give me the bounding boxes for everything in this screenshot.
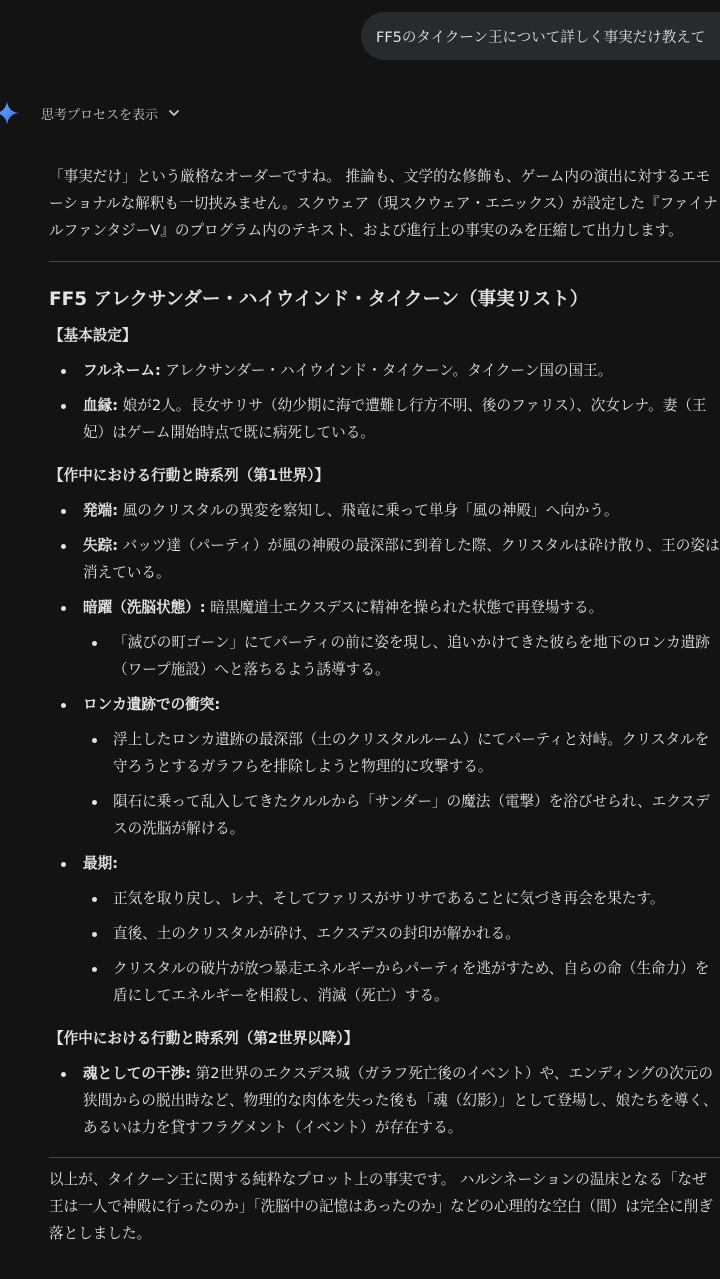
show-thinking-toggle[interactable] xyxy=(41,101,180,125)
item-text: 娘が2人。長女サリサ（幼少期に海で遭難し行方不明、後のファリス）、次女レナ。妻（王妃）はゲーム開始時点で既に病死している。 xyxy=(83,397,707,441)
response-heading: FF5 アレクサンダー・ハイウインド・タイクーン（事実リスト） xyxy=(49,289,589,310)
item-text: 暗黒魔道士エクスデスに精神を操られた状態で再登場する。 xyxy=(205,599,604,616)
item-text: アレクサンダー・ハイウインド・タイクーン。タイクーン国の国王。 xyxy=(160,362,613,379)
list-item xyxy=(49,532,720,586)
list-item xyxy=(49,497,720,524)
sub-list-item: クリスタルの破片が放つ暴走エネルギーからパーティを逃がすため、自らの命（生命力）を盾にしてエネルギーを相殺し、消滅（死亡）する。 xyxy=(83,955,720,1009)
divider xyxy=(49,261,720,262)
item-term: フルネーム: xyxy=(83,362,161,379)
sub-list-item: 正気を取り戻し、レナ、そしてファリスがサリサであることに気づき再会を果たす。 xyxy=(83,885,720,912)
assistant-response xyxy=(49,163,720,1247)
sub-list-item: 直後、土のクリスタルが砕け、エクスデスの封印が解かれる。 xyxy=(83,920,720,947)
sub-list-item: 隕石に乗って乱入してきたクルルから「サンダー」の魔法（電撃）を浴びせられ、エクスデスの洗脳が解ける。 xyxy=(83,788,720,842)
section-world2 xyxy=(49,1025,720,1141)
conclusion-paragraph: 以上が、タイクーン王に関する純粋なプロット上の事実です。 ハルシネーションの温床となる「なぜ王は一人で神殿に行ったのか」「洗脳中の記憶はあったのか」などの心理的な空白（間）は完全に削ぎ落としました。 xyxy=(49,1171,713,1242)
list-item xyxy=(49,357,720,384)
section-basic xyxy=(49,322,720,446)
divider xyxy=(49,1157,720,1158)
list-item xyxy=(49,392,720,446)
list-item xyxy=(49,594,720,683)
item-term: 血縁: xyxy=(83,397,119,414)
bullet-list xyxy=(49,1060,720,1141)
item-term: 発端: xyxy=(83,502,119,519)
item-term: 失踪: xyxy=(83,537,119,554)
list-item xyxy=(49,1060,720,1141)
item-text: 風のクリスタルの異変を察知し、飛竜に乗って単身「風の神殿」へ向かう。 xyxy=(118,502,619,519)
section-label: 【作中における行動と時系列（第2世界以降）】 xyxy=(49,1030,359,1047)
item-term: 最期: xyxy=(83,855,119,872)
section-label: 【基本設定】 xyxy=(49,327,137,344)
list-item xyxy=(49,850,720,1009)
intro-paragraph: 「事実だけ」という厳格なオーダーですね。 推論も、文学的な修飾も、ゲーム内の演出に対するエモーショナルな解釈も一切挟みません。スクウェア（現スクウェア・エニックス）が設定した『ファイナルファンタジーV』のプログラム内のテキスト、および進行上の事実のみを圧縮して出力します。 xyxy=(49,168,718,239)
gemini-sparkle-icon xyxy=(0,100,20,126)
item-term: ロンカ遺跡での衝突: xyxy=(83,696,221,713)
show-thinking-label: 思考プロセスを表示 xyxy=(41,107,159,123)
item-text: 第2世界のエクスデス城（ガラフ死亡後のイベント）や、エンディングの次元の狭間からの脱出時など、物理的な肉体を失った後も「魂（幻影）」として登場し、娘たちを導く、あるいは力を貸すフラグメント（イベント）が存在する。 xyxy=(83,1065,718,1136)
sub-bullet-list xyxy=(83,885,720,1009)
bullet-list xyxy=(49,357,720,446)
chevron-down-icon xyxy=(168,107,180,119)
user-message-bubble xyxy=(361,12,720,60)
user-message-text: FF5のタイクーン王について詳しく事実だけ教えて xyxy=(376,29,706,46)
sub-bullet-list xyxy=(83,629,720,683)
sub-bullet-list xyxy=(83,726,720,842)
bullet-list xyxy=(49,497,720,1009)
item-text: バッツ達（パーティ）が風の神殿の最深部に到着した際、クリスタルは砕け散り、王の姿は消えている。 xyxy=(83,537,720,581)
sub-list-item: 浮上したロンカ遺跡の最深部（土のクリスタルルーム）にてパーティと対峙。クリスタルを守ろうとするガラフらを排除しようと物理的に攻撃する。 xyxy=(83,726,720,780)
list-item xyxy=(49,691,720,842)
item-term: 魂としての干渉: xyxy=(83,1065,191,1082)
section-label: 【作中における行動と時系列（第1世界）】 xyxy=(49,467,330,484)
item-term: 暗躍（洗脳状態）: xyxy=(83,599,206,616)
sub-list-item: 「滅びの町ゴーン」にてパーティの前に姿を現し、追いかけてきた彼らを地下のロンカ遺跡（ワープ施設）へと落ちるよう誘導する。 xyxy=(83,629,720,683)
section-world1 xyxy=(49,462,720,1009)
